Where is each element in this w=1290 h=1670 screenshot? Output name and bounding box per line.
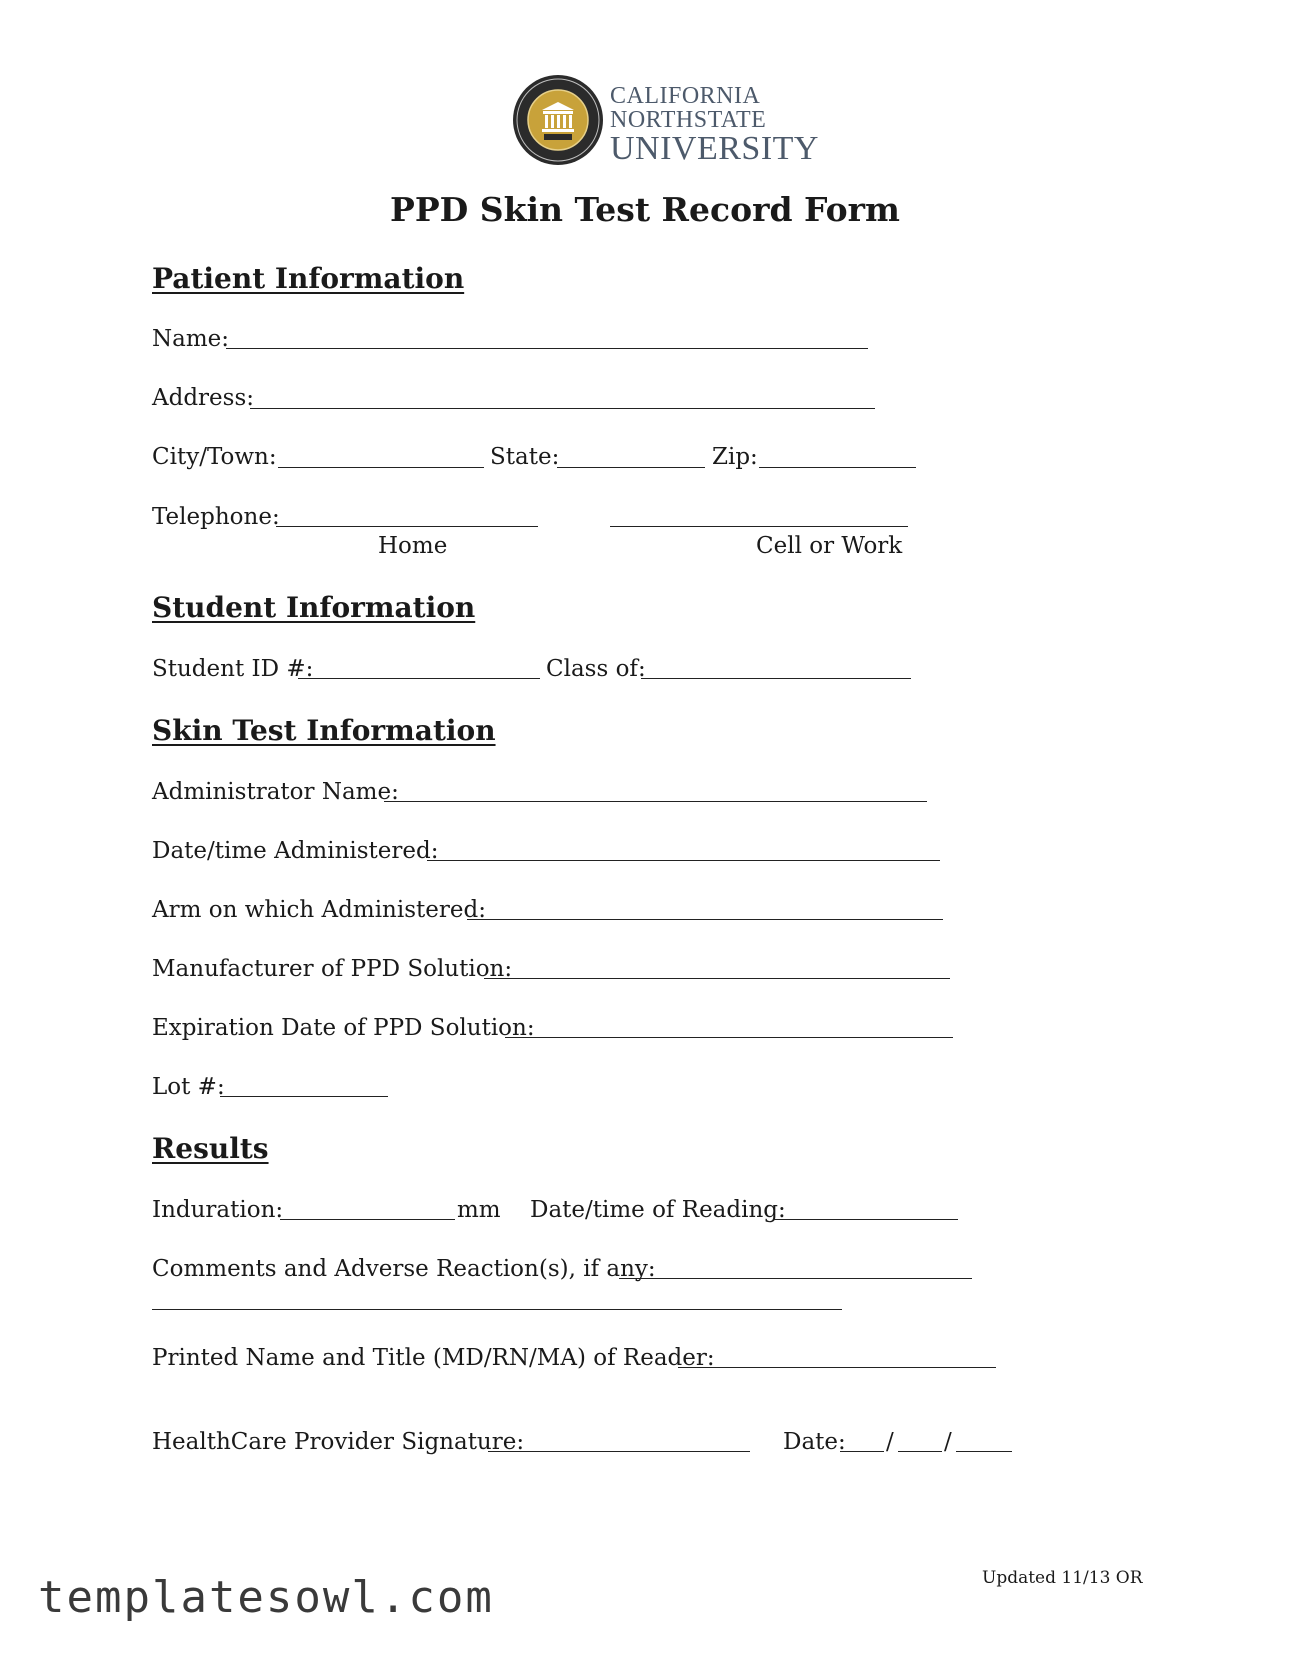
student-id-label: Student ID #: — [152, 656, 314, 682]
state-field[interactable] — [557, 467, 705, 468]
university-logo — [512, 74, 819, 167]
arm-label: Arm on which Administered: — [152, 897, 486, 923]
date-administered-field[interactable] — [427, 860, 940, 861]
zip-field[interactable] — [759, 467, 916, 468]
telephone-label: Telephone: — [152, 504, 280, 530]
patient-info-heading: Patient Information — [152, 262, 465, 295]
class-of-field[interactable] — [641, 678, 911, 679]
expiration-field[interactable] — [505, 1037, 953, 1038]
manufacturer-label: Manufacturer of PPD Solution: — [152, 956, 513, 982]
date-label: Date: — [783, 1429, 846, 1455]
date-month-field[interactable] — [840, 1451, 884, 1452]
comments-label: Comments and Adverse Reaction(s), if any: — [152, 1256, 656, 1282]
induration-field[interactable] — [280, 1219, 455, 1220]
logo-line-california: CALIFORNIA — [610, 83, 761, 109]
home-caption: Home — [378, 533, 448, 559]
city-field[interactable] — [278, 467, 484, 468]
date-slash: / — [944, 1429, 952, 1455]
address-label: Address: — [152, 385, 255, 411]
results-heading: Results — [152, 1132, 269, 1165]
reading-date-field[interactable] — [773, 1219, 958, 1220]
lot-field[interactable] — [220, 1096, 388, 1097]
date-administered-label: Date/time Administered: — [152, 838, 439, 864]
student-info-heading: Student Information — [152, 591, 476, 624]
logo-line-northstate: NORTHSTATE — [610, 107, 767, 133]
administrator-name-label: Administrator Name: — [152, 779, 399, 805]
city-label: City/Town: — [152, 444, 277, 470]
updated-note: Updated 11/13 OR — [982, 1568, 1143, 1588]
lot-label: Lot #: — [152, 1074, 225, 1100]
administrator-name-field[interactable] — [384, 801, 927, 802]
watermark: templatesowl.com — [38, 1572, 494, 1623]
page-title: PPD Skin Test Record Form — [390, 190, 900, 229]
cell-work-caption: Cell or Work — [756, 533, 903, 559]
comments-field-line-1[interactable] — [619, 1278, 972, 1279]
reader-label: Printed Name and Title (MD/RN/MA) of Reader: — [152, 1345, 715, 1371]
student-id-field[interactable] — [298, 678, 540, 679]
mm-unit-label: mm — [457, 1197, 501, 1223]
zip-label: Zip: — [712, 444, 758, 470]
class-of-label: Class of: — [546, 656, 646, 682]
date-slash: / — [886, 1429, 894, 1455]
reading-date-label: Date/time of Reading: — [530, 1197, 786, 1223]
cell-phone-field[interactable] — [610, 526, 908, 527]
date-day-field[interactable] — [898, 1451, 942, 1452]
signature-label: HealthCare Provider Signature: — [152, 1429, 525, 1455]
induration-label: Induration: — [152, 1197, 284, 1223]
skin-test-heading: Skin Test Information — [152, 714, 496, 747]
home-phone-field[interactable] — [276, 526, 538, 527]
expiration-label: Expiration Date of PPD Solution: — [152, 1015, 535, 1041]
manufacturer-field[interactable] — [484, 978, 950, 979]
name-field[interactable] — [226, 348, 868, 349]
arm-field[interactable] — [467, 919, 943, 920]
date-year-field[interactable] — [956, 1451, 1012, 1452]
state-label: State: — [490, 444, 560, 470]
signature-field[interactable] — [488, 1451, 750, 1452]
comments-field-line-2[interactable] — [152, 1309, 842, 1310]
university-seal-icon — [512, 74, 604, 166]
reader-field[interactable] — [678, 1367, 996, 1368]
name-label: Name: — [152, 326, 230, 352]
logo-line-university: UNIVERSITY — [610, 130, 819, 167]
address-field[interactable] — [250, 408, 875, 409]
